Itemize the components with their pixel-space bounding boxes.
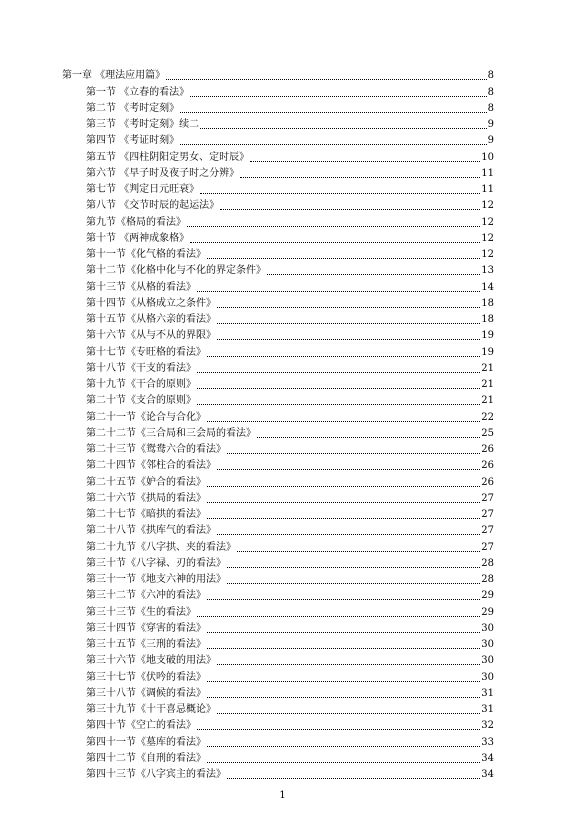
toc-entry-title: 第二十三节《鸳鸯六合的看法》 [86, 444, 226, 455]
toc-dot-leader [227, 770, 480, 779]
toc-entry-page: 27 [481, 492, 494, 504]
toc-dot-leader [207, 494, 480, 503]
toc-entry-page: 12 [481, 249, 494, 260]
toc-dot-leader [197, 608, 480, 617]
toc-section-entry[interactable] [62, 570, 494, 586]
toc-section-entry[interactable] [62, 245, 494, 261]
toc-entry-title: 第三十一节《地支六神的用法》 [86, 574, 226, 585]
toc-entry-title: 第三十二节《六冲的看法》 [86, 590, 206, 602]
toc-dot-leader [227, 575, 480, 584]
toc-dot-leader [267, 266, 480, 275]
toc-entry-page: 8 [487, 102, 494, 114]
toc-entry-page: 22 [481, 411, 494, 423]
toc-entry-page: 21 [481, 395, 494, 407]
toc-entry-page: 34 [481, 752, 494, 764]
toc-dot-leader [207, 689, 480, 698]
toc-section-entry[interactable] [62, 196, 494, 212]
table-of-contents [62, 66, 494, 781]
toc-chapter-entry[interactable] [62, 66, 494, 82]
toc-section-entry[interactable] [62, 261, 494, 277]
toc-entry-page: 26 [481, 476, 494, 488]
toc-entry-page: 34 [481, 769, 494, 780]
toc-section-entry[interactable] [62, 700, 494, 716]
toc-entry-title: 第二十五节《妒合的看法》 [86, 476, 206, 488]
toc-dot-leader [190, 234, 480, 243]
toc-dot-leader [207, 478, 480, 487]
page-number: 1 [279, 790, 286, 801]
toc-dot-leader [207, 738, 480, 747]
toc-entry-page: 25 [481, 427, 494, 439]
toc-dot-leader [207, 413, 480, 422]
toc-dot-leader [207, 673, 480, 682]
toc-entry-title: 第二十七节《暗拱的看法》 [86, 509, 206, 520]
toc-entry-title: 第二节 《考时定刻》 [86, 102, 180, 114]
toc-entry-page: 21 [481, 379, 494, 390]
toc-section-entry[interactable] [62, 554, 494, 570]
toc-entry-page: 8 [487, 70, 494, 82]
toc-dot-leader [207, 754, 480, 763]
toc-dot-leader [217, 705, 480, 714]
toc-dot-leader [180, 104, 486, 113]
toc-entry-page: 29 [481, 590, 494, 602]
toc-entry-title: 第三十五节《三刑的看法》 [86, 639, 206, 650]
toc-dot-leader [240, 169, 480, 178]
toc-entry-title: 第三十六节《地支破的用法》 [86, 655, 216, 667]
toc-entry-page: 18 [481, 314, 494, 325]
toc-section-entry[interactable] [62, 667, 494, 683]
toc-dot-leader [197, 396, 480, 405]
toc-entry-title: 第四十二节《自刑的看法》 [86, 752, 206, 764]
toc-entry-title: 第二十九节《八字拱、夹的看法》 [86, 541, 236, 553]
toc-section-entry[interactable] [62, 602, 494, 618]
toc-entry-title: 第八节 《交节时辰的起运法》 [86, 200, 220, 212]
toc-entry-page: 27 [481, 541, 494, 553]
toc-section-entry[interactable] [62, 99, 494, 115]
toc-dot-leader [180, 136, 486, 145]
toc-entry-title: 第二十二节《三合局和三会局的看法》 [86, 427, 256, 439]
toc-entry-page: 19 [481, 330, 494, 342]
toc-entry-title: 第二十节《支合的原则》 [86, 395, 196, 407]
toc-section-entry[interactable] [62, 359, 494, 375]
toc-entry-title: 第三十九节《十干喜忌概论》 [86, 704, 216, 715]
toc-dot-leader [207, 640, 480, 649]
toc-dot-leader [197, 721, 480, 730]
toc-dot-leader [220, 201, 480, 210]
toc-dot-leader [207, 624, 480, 633]
toc-dot-leader [197, 380, 480, 389]
toc-entry-page: 31 [481, 704, 494, 715]
toc-section-entry[interactable] [62, 147, 494, 163]
toc-dot-leader [217, 656, 480, 665]
toc-section-entry[interactable] [62, 635, 494, 651]
toc-section-entry[interactable] [62, 212, 494, 228]
toc-section-entry[interactable] [62, 310, 494, 326]
toc-entry-page: 30 [481, 655, 494, 667]
toc-entry-page: 9 [487, 135, 494, 147]
toc-section-entry[interactable] [62, 131, 494, 147]
toc-entry-page: 12 [481, 232, 494, 244]
toc-entry-title: 第十一节《化气格的看法》 [86, 249, 206, 260]
toc-section-entry[interactable] [62, 82, 494, 98]
toc-entry-title: 第四十三节《八字宾主的看法》 [86, 769, 226, 780]
toc-section-entry[interactable] [62, 505, 494, 521]
toc-entry-title: 第一节 《立春的看法》 [86, 86, 190, 98]
toc-entry-title: 第十五节《从格六亲的看法》 [86, 314, 216, 325]
toc-entry-page: 30 [481, 622, 494, 634]
toc-section-entry[interactable] [62, 277, 494, 293]
toc-entry-title: 第四节 《考证时刻》 [86, 135, 180, 147]
toc-entry-page: 27 [481, 525, 494, 537]
toc-entry-title: 第二十六节《拱局的看法》 [86, 492, 206, 504]
toc-section-entry[interactable] [62, 115, 494, 131]
toc-entry-title: 第三节 《考时定刻》续二 [86, 119, 200, 130]
toc-section-entry[interactable] [62, 765, 494, 781]
toc-entry-title: 第十二节《化格中化与不化的界定条件》 [86, 265, 266, 277]
toc-dot-leader [200, 120, 486, 129]
toc-dot-leader [166, 71, 486, 80]
toc-entry-title: 第十八节《干支的看法》 [86, 362, 196, 374]
toc-entry-title: 第四十节《空亡的看法》 [86, 720, 196, 732]
toc-entry-page: 26 [481, 460, 494, 472]
toc-entry-title: 第七节 《判定日元旺衰》 [86, 184, 200, 195]
toc-section-entry[interactable] [62, 586, 494, 602]
toc-entry-page: 14 [481, 281, 494, 293]
toc-dot-leader [257, 429, 480, 438]
toc-entry-title: 第五节 《四柱阴阳定男女、定时辰》 [86, 151, 250, 163]
toc-dot-leader [217, 315, 480, 324]
toc-dot-leader [197, 364, 480, 373]
toc-section-entry[interactable] [62, 180, 494, 196]
toc-section-entry[interactable] [62, 489, 494, 505]
toc-entry-page: 30 [481, 639, 494, 650]
toc-entry-page: 21 [481, 362, 494, 374]
toc-dot-leader [190, 88, 486, 97]
toc-dot-leader [207, 591, 480, 600]
toc-section-entry[interactable] [62, 229, 494, 245]
toc-entry-title: 第二十八节《拱库气的看法》 [86, 525, 216, 537]
toc-entry-title: 第二十四节《邻柱合的看法》 [86, 460, 216, 472]
toc-dot-leader [217, 299, 480, 308]
toc-entry-title: 第三十八节《调候的看法》 [86, 687, 206, 699]
toc-entry-title: 第一章 《理法应用篇》 [62, 70, 166, 82]
toc-dot-leader [227, 559, 480, 568]
toc-dot-leader [207, 250, 480, 259]
toc-dot-leader [200, 185, 480, 194]
toc-entry-title: 第四十一节《墓库的看法》 [86, 736, 206, 748]
toc-entry-page: 28 [481, 557, 494, 569]
toc-entry-title: 第十三节《从格的看法》 [86, 281, 196, 293]
toc-section-entry[interactable] [62, 294, 494, 310]
toc-dot-leader [227, 445, 480, 454]
toc-entry-page: 11 [481, 184, 494, 195]
toc-section-entry[interactable] [62, 732, 494, 748]
toc-section-entry[interactable] [62, 342, 494, 358]
toc-entry-title: 第三十四节《穿害的看法》 [86, 622, 206, 634]
toc-entry-page: 31 [481, 687, 494, 699]
toc-section-entry[interactable] [62, 456, 494, 472]
toc-section-entry[interactable] [62, 424, 494, 440]
toc-entry-title: 第十六节《从与不从的界限》 [86, 330, 216, 342]
toc-entry-title: 第三十节《八字禄、刃的看法》 [86, 557, 226, 569]
toc-entry-title: 第十七节《专旺格的看法》 [86, 346, 206, 358]
toc-section-entry[interactable] [62, 749, 494, 765]
toc-entry-page: 32 [481, 720, 494, 732]
toc-section-entry[interactable] [62, 326, 494, 342]
toc-section-entry[interactable] [62, 716, 494, 732]
toc-section-entry[interactable] [62, 537, 494, 553]
toc-dot-leader [217, 331, 480, 340]
toc-dot-leader [217, 461, 480, 470]
toc-entry-page: 27 [481, 509, 494, 520]
toc-section-entry[interactable] [62, 164, 494, 180]
toc-section-entry[interactable] [62, 391, 494, 407]
toc-entry-title: 第六节 《早子时及夜子时之分辨》 [86, 167, 240, 179]
toc-entry-title: 第十四节《从格成立之条件》 [86, 297, 216, 309]
toc-section-entry[interactable] [62, 521, 494, 537]
toc-entry-title: 第二十一节《论合与合化》 [86, 411, 206, 423]
toc-section-entry[interactable] [62, 651, 494, 667]
toc-entry-title: 第十节 《两神成象格》 [86, 232, 190, 244]
toc-section-entry[interactable] [62, 375, 494, 391]
toc-dot-leader [207, 348, 480, 357]
toc-entry-page: 12 [481, 200, 494, 212]
toc-entry-page: 26 [481, 444, 494, 455]
toc-entry-page: 30 [481, 671, 494, 683]
toc-section-entry[interactable] [62, 472, 494, 488]
toc-dot-leader [187, 218, 480, 227]
toc-entry-page: 12 [481, 216, 494, 228]
toc-entry-page: 28 [481, 574, 494, 585]
toc-dot-leader [197, 283, 480, 292]
toc-dot-leader [237, 543, 480, 552]
toc-entry-title: 第三十七节《伏吟的看法》 [86, 671, 206, 683]
toc-entry-page: 19 [481, 346, 494, 358]
toc-section-entry[interactable] [62, 407, 494, 423]
toc-entry-title: 第十九节《干合的原则》 [86, 379, 196, 390]
toc-entry-page: 11 [481, 167, 494, 179]
toc-entry-page: 8 [487, 86, 494, 98]
toc-entry-page: 33 [481, 736, 494, 748]
toc-entry-page: 29 [481, 606, 494, 618]
toc-entry-title: 第三十三节《生的看法》 [86, 606, 196, 618]
toc-dot-leader [217, 526, 480, 535]
toc-entry-page: 10 [481, 151, 494, 163]
toc-section-entry[interactable] [62, 684, 494, 700]
toc-dot-leader [250, 153, 480, 162]
toc-section-entry[interactable] [62, 440, 494, 456]
toc-dot-leader [207, 510, 480, 519]
toc-entry-page: 18 [481, 297, 494, 309]
toc-entry-title: 第九节《格局的看法》 [86, 216, 186, 228]
toc-entry-page: 9 [487, 119, 494, 130]
toc-section-entry[interactable] [62, 619, 494, 635]
toc-entry-page: 13 [481, 265, 494, 277]
